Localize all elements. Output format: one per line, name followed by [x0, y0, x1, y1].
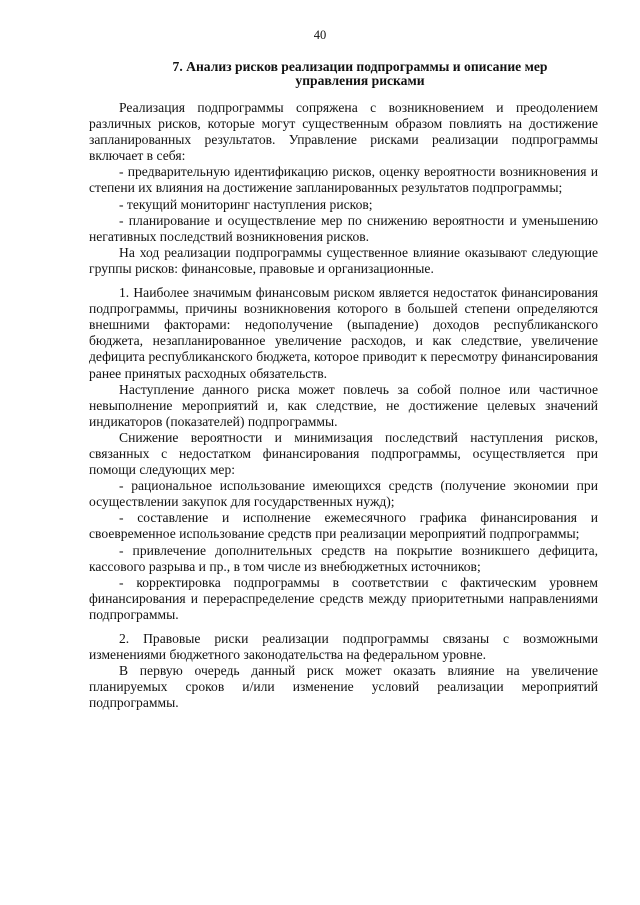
list-item: - рациональное использование имеющихся средств (получение экономии при осуществлении закупок для государственных нужд);: [89, 478, 598, 510]
paragraph: Реализация подпрограммы сопряжена с возникновением и преодолением различных рисков, которые могут существенным образом повлиять на достижение запланированных результатов. Управление рисками реализации подпрограммы включает в себя:: [89, 100, 598, 164]
list-item: - текущий мониторинг наступления рисков;: [119, 196, 373, 212]
section-heading-line-2: управления рисками: [295, 73, 425, 88]
list-item: - планирование и осуществление мер по снижению вероятности и уменьшению негативных последствий возникновения рисков.: [89, 212, 598, 244]
page-number: 40: [313, 28, 327, 42]
list-item: - составление и исполнение ежемесячного графика финансирования и своевременное использование средств при реализации мероприятий подпрограммы;: [89, 510, 598, 542]
paragraph: 2. Правовые риски реализации подпрограммы связаны с возможными изменениями бюджетного законодательства на федеральном уровне.: [89, 631, 598, 663]
paragraph: Снижение вероятности и минимизация последствий наступления рисков, связанных с недостатком финансирования подпрограммы, осуществляется при помощи следующих мер:: [89, 429, 598, 478]
list-item: - привлечение дополнительных средств на покрытие возникшего дефицита, кассового разрыва и пр., в том числе из внебюджетных источников;: [89, 542, 598, 574]
body-text: [89, 100, 598, 711]
list-item: - корректировка подпрограммы в соответствии с фактическим уровнем финансирования и перераспределение средств между приоритетными направлениями подпрограммы.: [89, 574, 598, 622]
paragraph: В первую очередь данный риск может оказать влияние на увеличение планируемых сроков и/или изменение условий реализации мероприятий подпрограммы.: [89, 663, 598, 711]
section-heading-line-1: 7. Анализ рисков реализации подпрограммы и описание мер: [172, 59, 548, 74]
paragraph: Наступление данного риска может повлечь за собой полное или частичное невыполнение мероприятий и, как следствие, не достижение целевых значений индикаторов (показателей) подпрограммы.: [89, 381, 598, 429]
section-heading: [120, 60, 600, 88]
paragraph: На ход реализации подпрограммы существенное влияние оказывают следующие группы рисков: финансовые, правовые и организационные.: [89, 244, 598, 276]
list-item: - предварительную идентификацию рисков, оценку вероятности возникновения и степени их влияния на достижение запланированных результатов подпрограммы;: [89, 164, 598, 196]
paragraph: 1. Наиболее значимым финансовым риском является недостаток финансирования подпрограммы, причины возникновения которого в большей степени определяются внешними факторами: недополучение (выпадение) доходов республиканского бюджета, незапланированное увеличение расходов, и как следствие, увеличение дефицита республиканского бюджета, которое приводит к пересмотру финансирования ранее принятых расходных обязательств.: [89, 285, 598, 381]
